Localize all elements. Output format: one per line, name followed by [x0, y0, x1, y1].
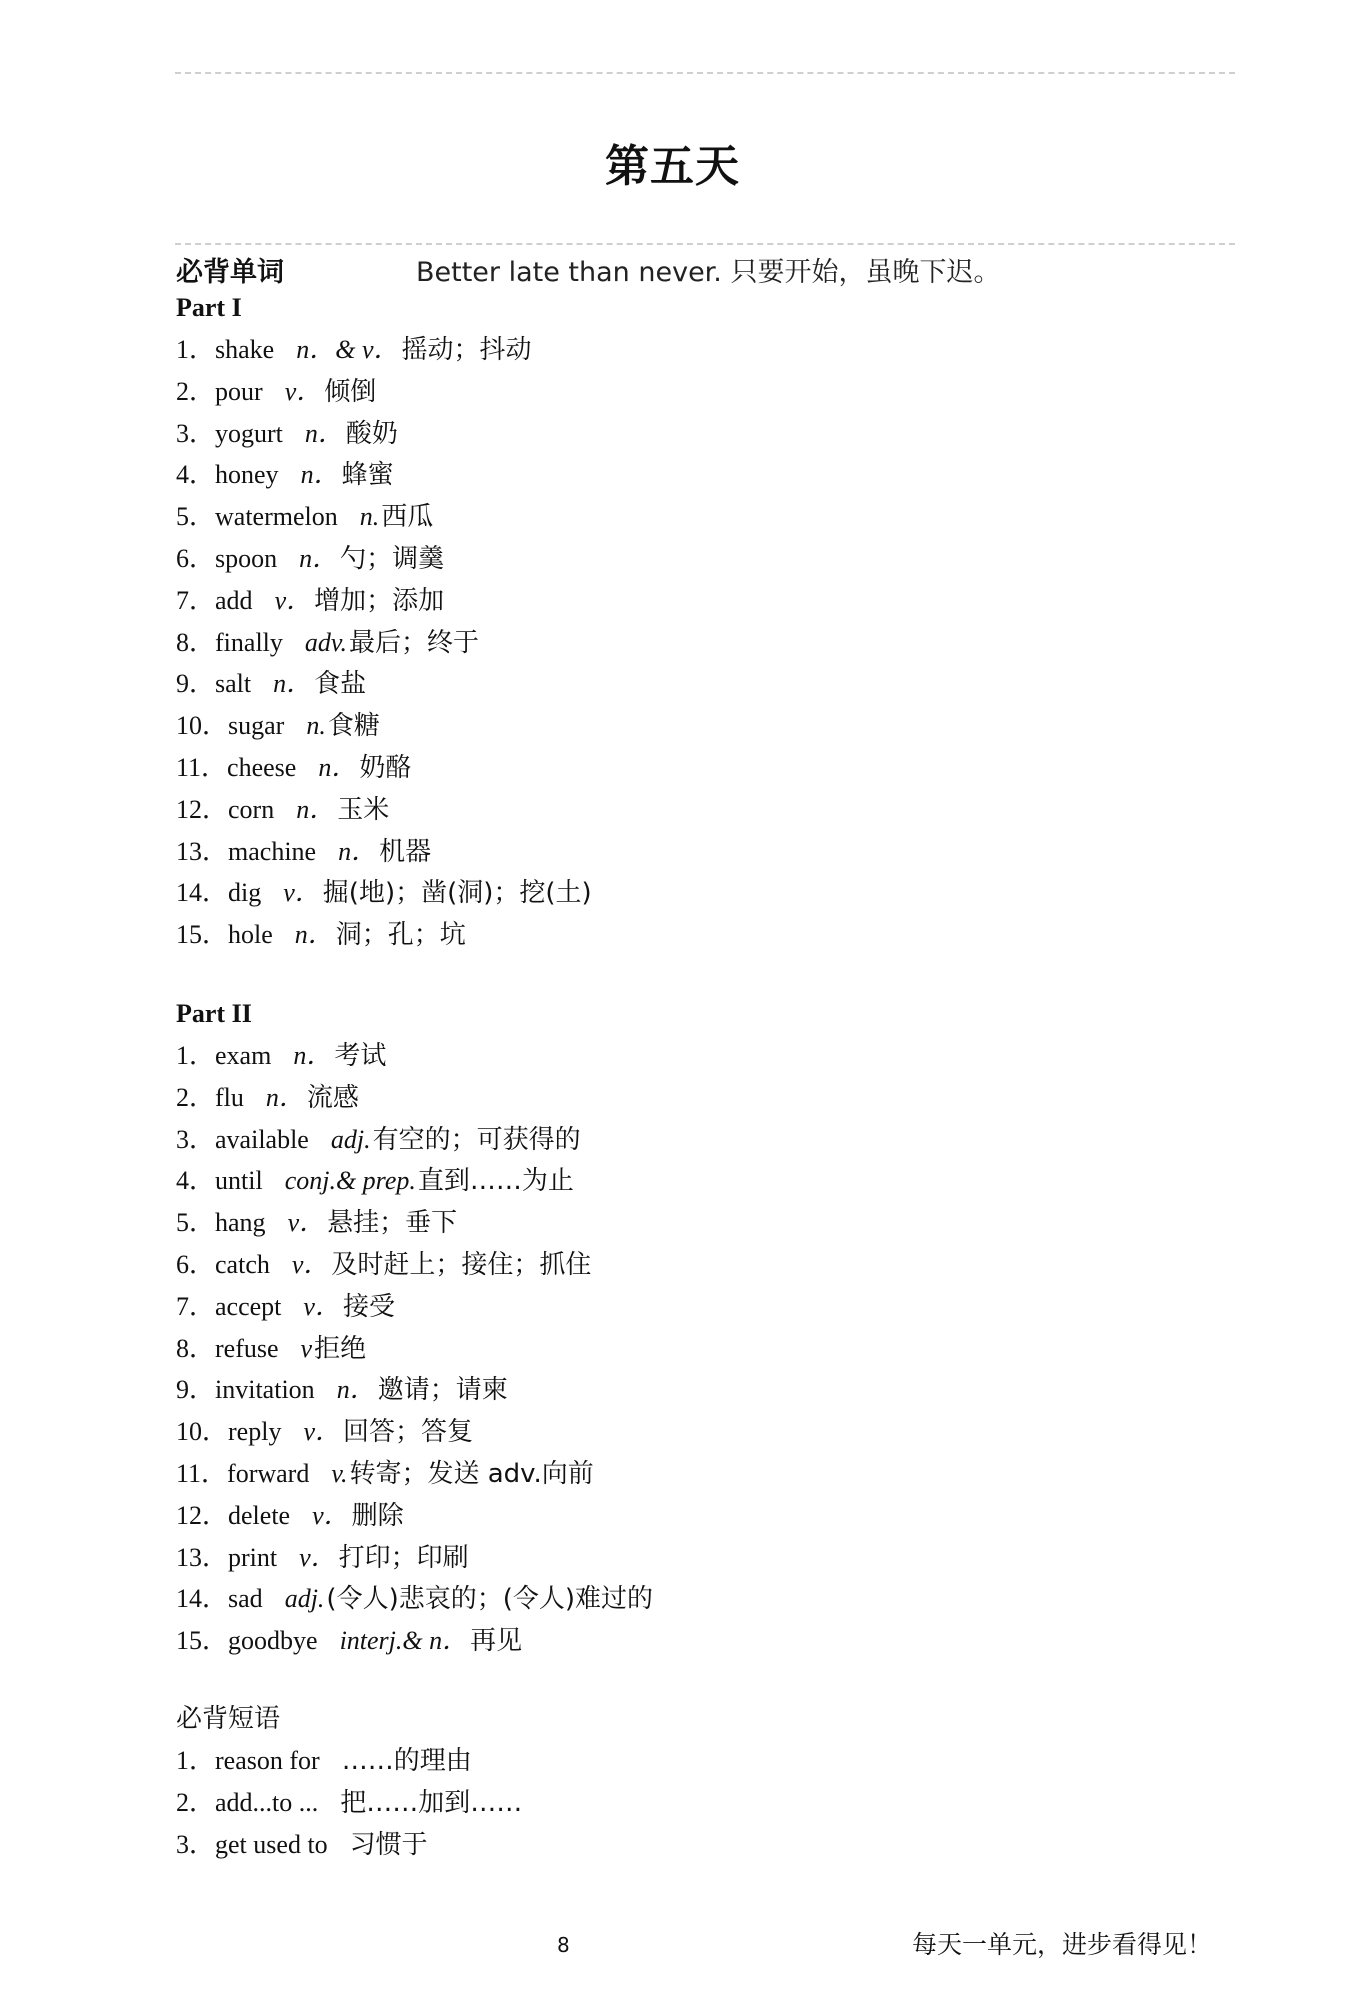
entry-number: 4． [176, 460, 216, 490]
entry-word: print [228, 1542, 278, 1572]
entry-word: add [215, 585, 253, 615]
entry-word: invitation [215, 1375, 315, 1405]
entry-word: machine [228, 836, 317, 866]
page-number: 8 [557, 1933, 570, 1957]
entry-number: 13． [176, 1542, 229, 1572]
entry-meaning: 拒绝 [314, 1333, 367, 1364]
entry-part-of-speech: v． [284, 376, 323, 406]
entry-meaning: 回答；答复 [342, 1417, 473, 1448]
entry-word: finally [215, 627, 283, 657]
entry-part-of-speech: v． [312, 1500, 350, 1530]
entry-part-of-speech: adv. [304, 627, 348, 657]
entry-meaning: 最后；终于 [349, 627, 480, 658]
vocab-entry [176, 1160, 653, 1202]
entry-number: 3． [176, 418, 216, 448]
vocab-entry [176, 1411, 653, 1453]
vocab-part-1 [176, 287, 592, 956]
entry-phrase: get used to [215, 1829, 328, 1859]
entry-meaning: 打印；印刷 [338, 1542, 469, 1573]
entry-meaning: 习惯于 [349, 1829, 428, 1860]
vocab-entry [176, 1035, 653, 1077]
vocab-entry [176, 1495, 653, 1537]
entry-number: 6． [176, 1249, 216, 1279]
entry-part-of-speech: n．& v． [296, 335, 400, 364]
vocab-entry [176, 1328, 653, 1370]
phrases-list [176, 1740, 522, 1865]
part-1-heading: Part I [176, 293, 242, 322]
entry-word: available [215, 1124, 309, 1154]
entry-number: 11． [176, 752, 228, 782]
entry-number: 2． [176, 376, 216, 406]
entry-number: 9． [176, 669, 216, 699]
entry-number: 10． [176, 1417, 229, 1447]
entry-number: 14． [176, 1584, 229, 1614]
page-title: 第五天 [605, 141, 740, 192]
entry-word: exam [215, 1041, 272, 1070]
entry-meaning: ……的理由 [341, 1746, 472, 1776]
entry-word: dig [228, 878, 262, 908]
entry-part-of-speech: interj.& n． [339, 1626, 469, 1656]
entry-meaning: 及时赶上；接住；抓住 [331, 1249, 592, 1280]
entry-number: 11． [176, 1458, 228, 1488]
entry-number: 2． [176, 1787, 216, 1817]
entry-part-of-speech: n． [294, 920, 334, 950]
entry-number: 13． [176, 836, 229, 866]
entry-meaning: 酸奶 [345, 418, 398, 449]
vocab-entry [176, 413, 592, 455]
entry-number: 12． [176, 794, 229, 824]
part-2-heading: Part II [176, 999, 252, 1028]
vocab-entry [176, 454, 592, 496]
entry-word: yogurt [215, 418, 283, 448]
entry-part-of-speech: v． [287, 1208, 326, 1238]
entry-part-of-speech: n． [296, 794, 336, 824]
part-1-list [176, 329, 592, 956]
entry-meaning: 悬挂；垂下 [327, 1208, 458, 1239]
entry-number: 5． [176, 502, 216, 532]
vocab-entry [176, 1244, 653, 1286]
entry-meaning: 有空的；可获得的 [372, 1124, 581, 1155]
entry-part-of-speech: n. [306, 711, 326, 741]
entry-meaning: 勺；调羹 [340, 543, 445, 574]
entry-word: cheese [227, 752, 297, 782]
entry-number: 2． [176, 1082, 216, 1112]
entry-part-of-speech: adj. [284, 1584, 325, 1614]
vocab-entry [176, 1286, 653, 1328]
entry-word: sugar [228, 711, 285, 741]
vocab-entry [176, 914, 592, 956]
entry-phrase: add...to ... [215, 1787, 319, 1817]
entry-part-of-speech: n． [293, 1041, 333, 1070]
vocab-entry [176, 789, 592, 831]
entry-meaning: 转寄；发送 adv.向前 [349, 1458, 594, 1489]
entry-word: watermelon [215, 502, 338, 532]
entry-meaning: 食糖 [327, 711, 380, 742]
entry-phrase: reason for [215, 1746, 320, 1775]
vocab-entry [176, 705, 592, 747]
entry-meaning: 考试 [334, 1041, 387, 1071]
entry-part-of-speech: n． [318, 752, 358, 782]
entry-word: hole [228, 920, 273, 950]
vocab-entry [176, 1578, 653, 1620]
entry-part-of-speech: n． [265, 1082, 305, 1112]
entry-part-of-speech: n． [338, 836, 378, 866]
entry-number: 15． [176, 1626, 229, 1656]
motto-text: Better late than never. 只要开始，虽晚下迟。 [416, 257, 1001, 288]
vocab-entry [176, 1202, 653, 1244]
entry-word: honey [215, 460, 279, 490]
entry-word: spoon [215, 543, 278, 573]
entry-meaning: 玉米 [337, 794, 390, 825]
entry-part-of-speech: v． [303, 1417, 341, 1447]
footer-slogan: 每天一单元，进步看得见！ [912, 1930, 1213, 1959]
entry-word: reply [228, 1417, 282, 1447]
vocab-entry [176, 1453, 653, 1495]
entry-number: 3． [176, 1124, 216, 1154]
entry-part-of-speech: conj.& prep. [284, 1166, 416, 1196]
entry-number: 8． [176, 627, 216, 657]
entry-meaning: 再见 [470, 1626, 523, 1657]
vocab-entry [176, 496, 592, 538]
entry-meaning: 摇动；抖动 [401, 335, 532, 365]
entry-number: 9． [176, 1375, 216, 1405]
entry-part-of-speech: n． [273, 669, 313, 699]
entry-part-of-speech: n． [304, 418, 344, 448]
entry-meaning: 把……加到…… [340, 1787, 523, 1818]
section-dashed-divider [175, 243, 1235, 245]
entry-part-of-speech: v [300, 1333, 313, 1363]
entry-number: 7． [176, 585, 216, 615]
entry-meaning: (令人)悲哀的；(令人)难过的 [326, 1584, 653, 1615]
vocab-entry [176, 538, 592, 580]
entry-meaning: 奶酪 [359, 752, 412, 783]
entry-part-of-speech: n． [299, 543, 339, 573]
entry-word: hang [215, 1208, 266, 1238]
entry-part-of-speech: n． [300, 460, 340, 490]
section-label: 必背单词 [176, 257, 284, 288]
entry-meaning: 增加；添加 [314, 585, 445, 616]
entry-number: 1． [176, 1746, 216, 1775]
phrases-heading: 必背短语 [176, 1704, 281, 1734]
vocab-part-2 [176, 993, 653, 1662]
vocab-entry [176, 371, 592, 413]
entry-word: flu [215, 1082, 244, 1112]
vocab-entry [176, 622, 592, 664]
vocab-entry [176, 329, 592, 371]
entry-number: 1． [176, 1041, 216, 1070]
entry-word: shake [215, 335, 275, 364]
entry-meaning: 接受 [342, 1291, 395, 1322]
entry-word: salt [215, 669, 252, 699]
vocab-entry [176, 1119, 653, 1161]
entry-word: goodbye [228, 1626, 318, 1656]
entry-word: delete [228, 1500, 291, 1530]
entry-meaning: 直到……为止 [417, 1166, 574, 1197]
entry-word: accept [215, 1291, 282, 1321]
entry-meaning: 流感 [306, 1082, 359, 1113]
phrase-entry [176, 1782, 522, 1824]
entry-word: corn [228, 794, 275, 824]
entry-number: 14． [176, 878, 229, 908]
entry-part-of-speech: v． [274, 585, 313, 615]
entry-part-of-speech: n． [336, 1375, 376, 1405]
entry-meaning: 食盐 [314, 669, 367, 700]
entry-meaning: 删除 [351, 1500, 404, 1531]
entry-word: until [215, 1166, 263, 1196]
vocab-entry [176, 1077, 653, 1119]
entry-word: sad [228, 1584, 263, 1614]
entry-meaning: 蜂蜜 [341, 460, 394, 491]
vocab-entry [176, 1620, 653, 1662]
entry-number: 1． [176, 335, 216, 364]
entry-part-of-speech: v． [291, 1249, 330, 1279]
entry-number: 7． [176, 1291, 216, 1321]
entry-part-of-speech: v． [303, 1291, 341, 1321]
entry-part-of-speech: adj. [330, 1124, 371, 1154]
entry-word: pour [215, 376, 263, 406]
vocab-entry [176, 1369, 653, 1411]
part-2-list [176, 1035, 653, 1662]
phrase-entry [176, 1824, 522, 1866]
entry-meaning: 洞；孔；坑 [335, 920, 466, 951]
entry-meaning: 倾倒 [324, 376, 377, 407]
entry-meaning: 掘(地)；凿(洞)；挖(土) [322, 878, 592, 909]
entry-word: forward [227, 1458, 310, 1488]
entry-number: 12． [176, 1500, 229, 1530]
vocab-entry [176, 580, 592, 622]
entry-part-of-speech: v． [299, 1542, 337, 1572]
phrases-section [176, 1698, 522, 1865]
vocab-entry [176, 831, 592, 873]
vocab-entry [176, 1537, 653, 1579]
entry-number: 15． [176, 920, 229, 950]
vocab-entry [176, 872, 592, 914]
vocab-entry [176, 663, 592, 705]
entry-meaning: 西瓜 [381, 502, 434, 533]
entry-word: catch [215, 1249, 270, 1279]
vocab-entry [176, 747, 592, 789]
entry-word: refuse [215, 1333, 279, 1363]
entry-number: 10． [176, 711, 229, 741]
entry-number: 3． [176, 1829, 216, 1859]
top-dashed-divider [175, 72, 1235, 74]
entry-part-of-speech: n. [359, 502, 380, 532]
entry-number: 5． [176, 1208, 216, 1238]
entry-meaning: 机器 [379, 836, 432, 867]
entry-part-of-speech: v. [331, 1458, 348, 1488]
entry-number: 8． [176, 1333, 216, 1363]
entry-meaning: 邀请；请柬 [377, 1375, 508, 1406]
entry-number: 4． [176, 1166, 216, 1196]
phrase-entry [176, 1740, 522, 1782]
entry-number: 6． [176, 543, 216, 573]
entry-part-of-speech: v． [283, 878, 321, 908]
